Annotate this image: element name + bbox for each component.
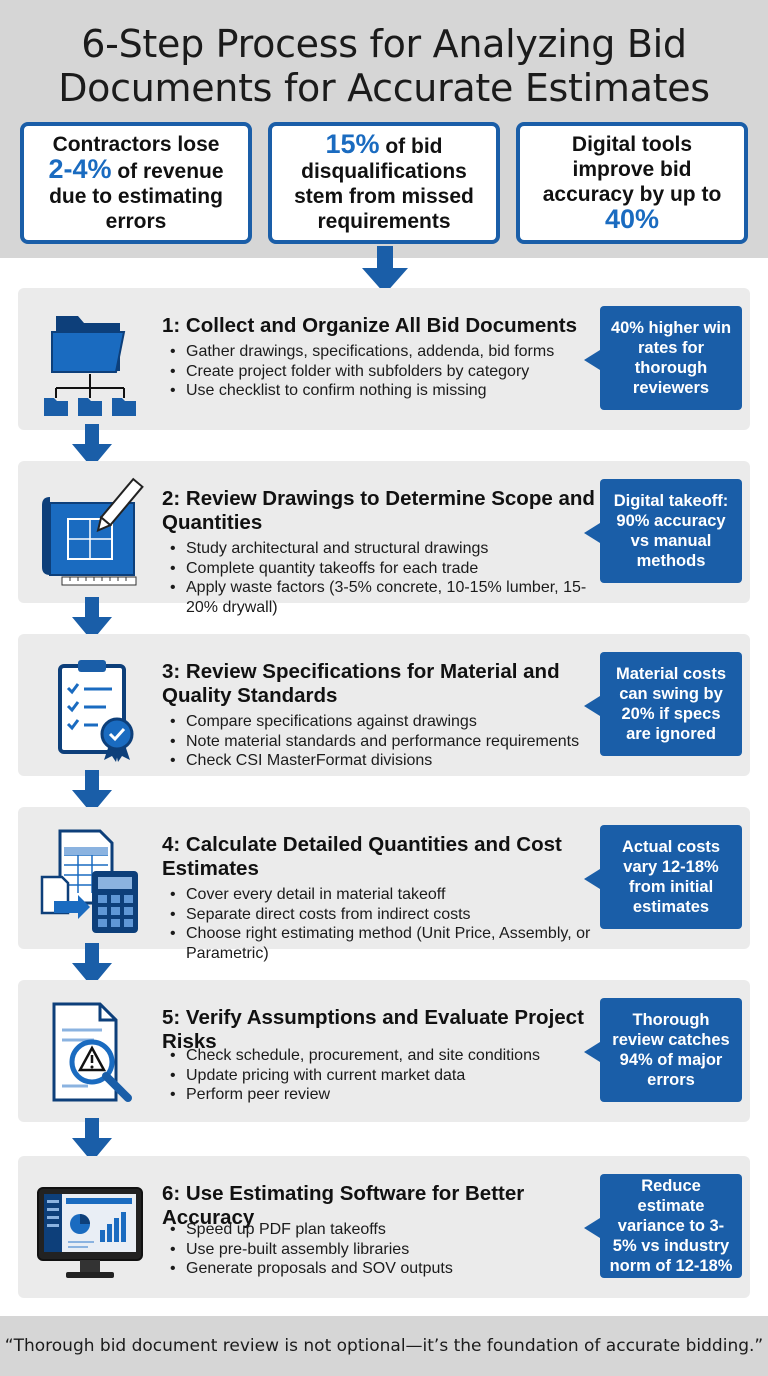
step-bullets [186, 712, 596, 771]
bullet-item: • Perform peer review [186, 1085, 596, 1105]
step-callout: Reduce estimate variance to 3-5% vs industry norm of 12-18% [600, 1174, 742, 1278]
bullet-item: • Study architectural and structural drawings [186, 539, 596, 559]
folder-hierarchy-icon [32, 302, 150, 416]
step-heading: 6: Use Estimating Software for Better Accuracy [162, 1182, 525, 1229]
step-1-card [18, 288, 750, 430]
stat-post: of revenue due to estimating errors [49, 160, 224, 233]
step-5-card [18, 980, 750, 1122]
step-callout: Digital takeoff: 90% accuracy vs manual methods [600, 479, 742, 583]
step-2-card [18, 461, 750, 616]
stat-highlight: 15% [325, 129, 380, 159]
blueprint-pencil-icon [32, 475, 150, 589]
step-bullets [186, 342, 596, 401]
step-4-card [18, 807, 750, 962]
bullet-item: • Use pre-built assembly libraries [186, 1240, 596, 1260]
footer-quote [0, 1316, 768, 1376]
step-heading: 3: Review Specifications for Material and Quality Standards [162, 660, 560, 707]
step-bullets [186, 1046, 596, 1105]
stat-highlight: 40% [604, 204, 660, 234]
document-magnifier-warning-icon [32, 994, 150, 1108]
stat-box-disqualifications [268, 122, 500, 244]
bullet-item: • Compare specifications against drawings [186, 712, 596, 732]
monitor-dashboard-icon [32, 1170, 150, 1284]
step-callout: Material costs can swing by 20% if specs are ignored [600, 652, 742, 756]
title-line-1: 6-Step Process for Analyzing Bid [81, 22, 687, 66]
bullet-item: • Choose right estimating method (Unit Price, Assembly, or Parametric) [186, 924, 596, 963]
step-heading: 4: Calculate Detailed Quantities and Cost Estimates [162, 833, 562, 880]
page-title [0, 22, 768, 110]
bullet-item: • Complete quantity takeoffs for each trade [186, 559, 596, 579]
bullet-item: • Separate direct costs from indirect costs [186, 905, 596, 925]
stat-box-revenue [20, 122, 252, 244]
header-band [0, 0, 768, 258]
step-3-card [18, 634, 750, 776]
stat-highlight: 2-4% [48, 154, 112, 184]
bullet-item: • Gather drawings, specifications, addenda, bid forms [186, 342, 596, 362]
stat-pre: Digital tools improve bid accuracy by up to [542, 133, 722, 206]
step-bullets [186, 1220, 596, 1279]
down-arrow-icon [362, 246, 408, 294]
step-heading: 1: Collect and Organize All Bid Documents [162, 314, 577, 337]
bullet-item: • Update pricing with current market data [186, 1066, 596, 1086]
bullet-item: • Create project folder with subfolders by category [186, 362, 596, 382]
stat-post: of bid disqualifications stem from missed requirements [294, 135, 474, 233]
bullet-item: • Check schedule, procurement, and site conditions [186, 1046, 596, 1066]
step-callout: 40% higher win rates for thorough reviewers [600, 306, 742, 410]
step-heading: 5: Verify Assumptions and Evaluate Project Risks [162, 1006, 584, 1053]
bullet-item: • Use checklist to confirm nothing is missing [186, 381, 596, 401]
stat-box-digital-tools [516, 122, 748, 244]
step-6-card [18, 1156, 750, 1298]
bullet-item: • Apply waste factors (3-5% concrete, 10-15% lumber, 15-20% drywall) [186, 578, 596, 617]
spreadsheet-calculator-icon [32, 821, 150, 935]
stat-pre: Contractors lose [52, 133, 220, 156]
title-line-2: Documents for Accurate Estimates [58, 66, 710, 110]
quote-text: “Thorough bid document review is not optional—it’s the foundation of accurate bidding.” [4, 1336, 764, 1356]
step-bullets [186, 539, 596, 617]
bullet-item: • Note material standards and performance requirements [186, 732, 596, 752]
bullet-item: • Speed up PDF plan takeoffs [186, 1220, 596, 1240]
step-callout: Actual costs vary 12-18% from initial estimates [600, 825, 742, 929]
step-heading: 2: Review Drawings to Determine Scope and Quantities [162, 487, 595, 534]
step-callout: Thorough review catches 94% of major errors [600, 998, 742, 1102]
step-bullets [186, 885, 596, 963]
bullet-item: • Generate proposals and SOV outputs [186, 1259, 596, 1279]
bullet-item: • Check CSI MasterFormat divisions [186, 751, 596, 771]
clipboard-badge-icon [32, 648, 150, 762]
bullet-item: • Cover every detail in material takeoff [186, 885, 596, 905]
